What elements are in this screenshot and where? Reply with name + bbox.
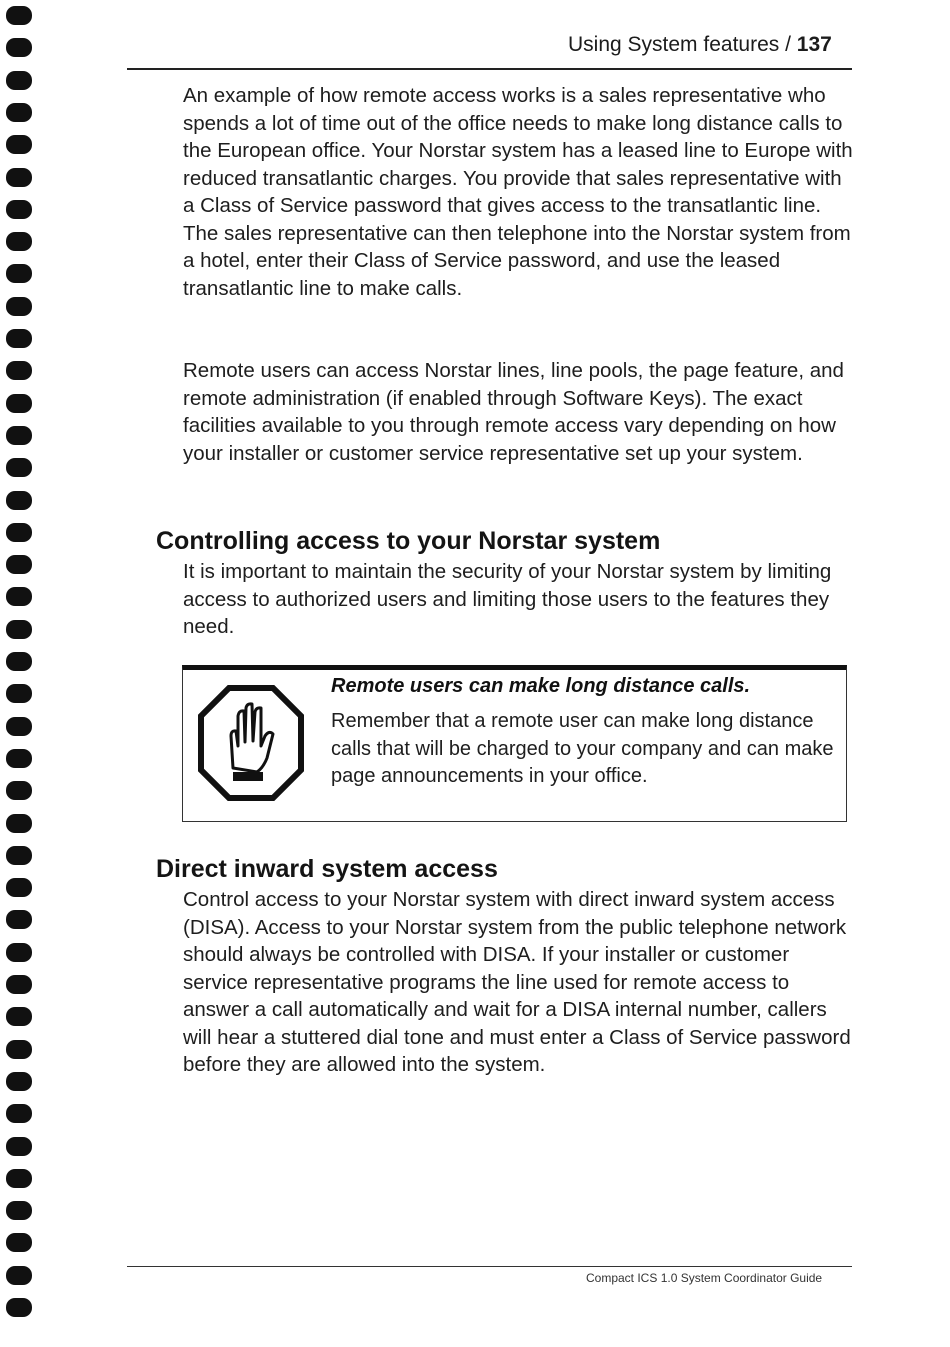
warning-box bbox=[182, 665, 847, 822]
binding-hole bbox=[6, 652, 32, 671]
stop-hand-icon bbox=[197, 684, 305, 802]
header-rule bbox=[127, 68, 852, 70]
binding-hole bbox=[6, 878, 32, 897]
header-section-title: Using System features / bbox=[568, 33, 791, 56]
warning-text: Remember that a remote user can make long distance calls that will be charged to your company and can make page announcements in your office. bbox=[331, 710, 834, 787]
binding-hole bbox=[6, 71, 32, 90]
binding-hole bbox=[6, 1072, 32, 1091]
binding-hole bbox=[6, 491, 32, 510]
binding-hole bbox=[6, 1040, 32, 1059]
paragraph-remote-access-example: An example of how remote access works is a sales representative who spends a lot of time out of the office needs to make long distance calls to the European office. Your Norstar system has a leased line to Europe with reduced transatlantic charges. You provide that sales representative with a Class of Service password that gives access to the transatlantic line. The sales representative can then telephone into the Norstar system from a hotel, enter their Class of Service password, and use the leased transatlantic line to make calls. bbox=[183, 84, 853, 300]
binding-hole bbox=[6, 1169, 32, 1188]
footer-rule bbox=[127, 1266, 852, 1267]
binding-hole bbox=[6, 426, 32, 445]
binding-hole bbox=[6, 717, 32, 736]
paragraph-disa: Control access to your Norstar system with direct inward system access (DISA). Access to your Norstar system from the public telephone network should always be controlled with DISA. If your installer or customer service representative programs the line used for remote access to answer a call automatically and wait for a DISA internal number, callers will hear a stuttered dial tone and must enter a Class of Service password before they are allowed into the system. bbox=[183, 888, 851, 1076]
binding-hole bbox=[6, 458, 32, 477]
binding-hole bbox=[6, 1007, 32, 1026]
heading-controlling-access: Controlling access to your Norstar system bbox=[156, 527, 661, 555]
heading-direct-inward-access: Direct inward system access bbox=[156, 855, 498, 883]
binding-hole bbox=[6, 6, 32, 25]
binding-hole bbox=[6, 200, 32, 219]
binding-hole bbox=[6, 749, 32, 768]
page-number: 137 bbox=[796, 33, 832, 56]
binding-hole bbox=[6, 38, 32, 57]
footer-guide-title: Compact ICS 1.0 System Coordinator Guide bbox=[586, 1271, 823, 1285]
binding-hole bbox=[6, 1201, 32, 1220]
binding-hole bbox=[6, 555, 32, 574]
binding-hole bbox=[6, 329, 32, 348]
page-header bbox=[568, 33, 832, 57]
paragraph-controlling-access: It is important to maintain the security of your Norstar system by limiting access to authorized users and limiting those users to the features they need. bbox=[183, 560, 832, 638]
binding-hole bbox=[6, 1137, 32, 1156]
binding-hole bbox=[6, 297, 32, 316]
paragraph-remote-users: Remote users can access Norstar lines, line pools, the page feature, and remote administration (if enabled through Software Keys). The exact facilities available to you through remote access vary depending on how your installer or customer service representative set up your system. bbox=[183, 359, 844, 465]
binding-hole bbox=[6, 943, 32, 962]
binding-hole bbox=[6, 975, 32, 994]
binding-hole bbox=[6, 620, 32, 639]
binding-hole bbox=[6, 264, 32, 283]
binding-hole bbox=[6, 910, 32, 929]
binding-hole bbox=[6, 232, 32, 251]
binding-hole bbox=[6, 1266, 32, 1285]
binding-hole bbox=[6, 103, 32, 122]
binding-hole bbox=[6, 168, 32, 187]
binding-hole bbox=[6, 1104, 32, 1123]
binding-hole bbox=[6, 587, 32, 606]
binding-hole bbox=[6, 684, 32, 703]
binding-hole bbox=[6, 135, 32, 154]
binding-hole bbox=[6, 1298, 32, 1317]
spiral-binding bbox=[0, 0, 40, 1347]
binding-hole bbox=[6, 814, 32, 833]
binding-hole bbox=[6, 361, 32, 380]
binding-hole bbox=[6, 781, 32, 800]
binding-hole bbox=[6, 846, 32, 865]
binding-hole bbox=[6, 1233, 32, 1252]
binding-hole bbox=[6, 523, 32, 542]
binding-hole bbox=[6, 394, 32, 413]
warning-title: Remote users can make long distance calls. bbox=[331, 675, 751, 697]
